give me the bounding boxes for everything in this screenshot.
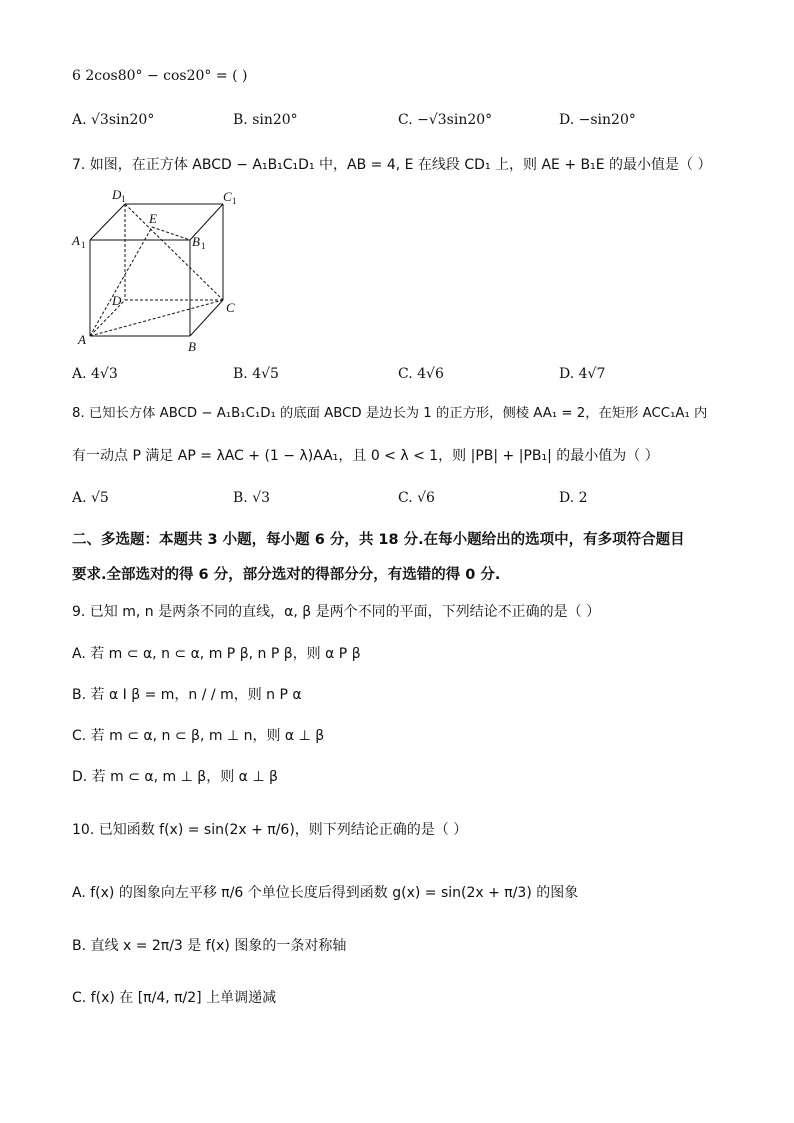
- q8-option-a: A. √5: [72, 490, 109, 506]
- q9-option-c: C. 若 m ⊂ α, n ⊂ β, m ⊥ n，则 α ⊥ β: [72, 728, 325, 744]
- q7-option-b: B. 4√5: [233, 366, 279, 382]
- q6-option-b: B. sin20°: [233, 112, 298, 128]
- label-a1: A: [72, 233, 80, 248]
- segment-d1c: [125, 204, 223, 300]
- q7-option-c: C. 4√6: [398, 366, 444, 382]
- label-c1: C: [223, 189, 232, 204]
- label-a1-sub: 1: [81, 240, 86, 250]
- q6-stem: 6 2cos80° − cos20° = ( ): [72, 68, 248, 84]
- q8-stem-line2: 有一动点 P 满足 AP = λAC + (1 − λ)AA₁，且 0 < λ < 1，则 |PB| + |PB₁| 的最小值为（ ）: [72, 448, 659, 464]
- label-b1: B: [192, 234, 200, 249]
- q9-stem: 9. 已知 m, n 是两条不同的直线，α, β 是两个不同的平面，下列结论不正确的是（ ）: [72, 604, 601, 620]
- q7-stem: 7. 如图，在正方体 ABCD − A₁B₁C₁D₁ 中，AB = 4, E 在线段 CD₁ 上，则 AE + B₁E 的最小值是（ ）: [72, 157, 712, 173]
- segment-ac: [90, 300, 223, 336]
- segment-eb1: [152, 227, 190, 240]
- cube-figure: [70, 182, 250, 354]
- q8-stem-line1: 8. 已知长方体 ABCD − A₁B₁C₁D₁ 的底面 ABCD 是边长为 1 的正方形，侧棱 AA₁ = 2，在矩形 ACC₁A₁ 内: [72, 406, 708, 421]
- label-d1-sub: 1: [121, 194, 126, 204]
- q10-stem: 10. 已知函数 f(x) = sin(2x + π/6)，则下列结论正确的是（ ）: [72, 822, 468, 838]
- q6-option-d: D. −sin20°: [559, 112, 636, 128]
- label-a: A: [78, 332, 86, 347]
- q8-option-b: B. √3: [233, 490, 271, 506]
- edge-a1d1: [90, 204, 125, 240]
- label-d1: D: [112, 187, 122, 202]
- q6-option-a: A. √3sin20°: [72, 112, 155, 128]
- label-c1-sub: 1: [232, 196, 237, 206]
- q7-option-a: A. 4√3: [72, 366, 118, 382]
- q6-option-c: C. −√3sin20°: [398, 112, 493, 128]
- label-e: E: [149, 211, 157, 226]
- q7-option-d: D. 4√7: [559, 366, 606, 382]
- cube-diagram: [70, 182, 250, 354]
- label-d: D: [112, 293, 122, 308]
- q8-option-d: D. 2: [559, 490, 588, 506]
- q8-option-c: C. √6: [398, 490, 435, 506]
- q9-option-b: B. 若 α I β = m，n / / m，则 n P α: [72, 687, 302, 703]
- q10-option-b: B. 直线 x = 2π/3 是 f(x) 图象的一条对称轴: [72, 938, 347, 954]
- section2-heading-line1: 二、多选题：本题共 3 小题，每小题 6 分，共 18 分.在每小题给出的选项中，有多项符合题目: [72, 532, 685, 548]
- q9-option-a: A. 若 m ⊂ α, n ⊂ α, m P β, n P β，则 α P β: [72, 646, 361, 662]
- label-b: B: [188, 339, 196, 354]
- label-c: C: [226, 300, 235, 315]
- q10-option-a: A. f(x) 的图象向左平移 π/6 个单位长度后得到函数 g(x) = sin(2x + π/3) 的图象: [72, 885, 579, 901]
- q10-option-c: C. f(x) 在 [π/4, π/2] 上单调递减: [72, 990, 277, 1006]
- segment-ae: [90, 227, 152, 336]
- q9-option-d: D. 若 m ⊂ α, m ⊥ β，则 α ⊥ β: [72, 769, 278, 785]
- edge-bc: [190, 300, 223, 336]
- label-b1-sub: 1: [201, 241, 206, 251]
- section2-heading-line2: 要求.全部选对的得 6 分，部分选对的得部分分，有选错的得 0 分.: [72, 567, 501, 583]
